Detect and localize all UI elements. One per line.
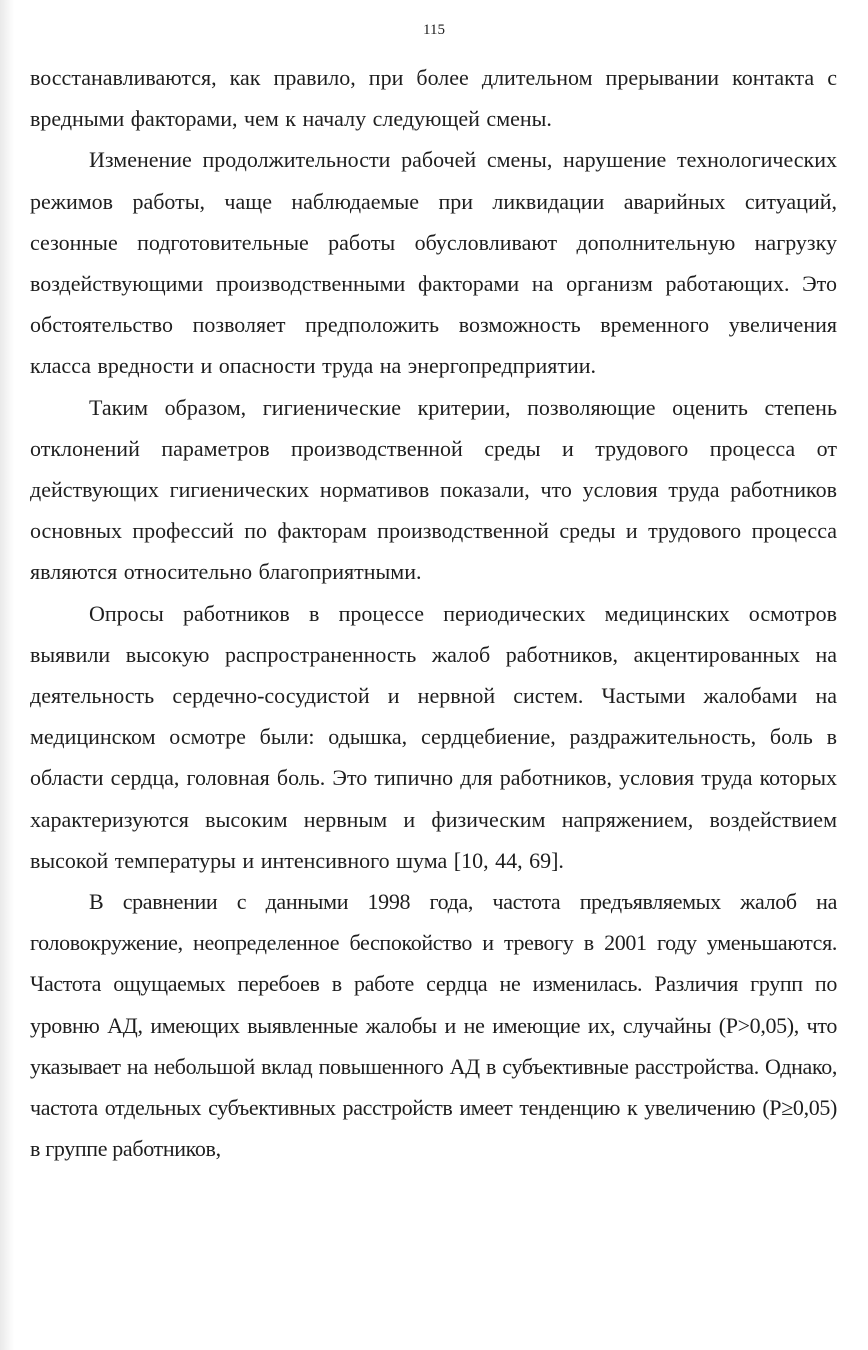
paragraph-comparison-1998: В сравнении с данными 1998 года, частота предъявляемых жалоб на головокружение, неопределенное беспокойство и тревогу в 2001 году уменьшаются. Частота ощущаемых перебоев в работе сердца не изменилась. Различия групп по уровню АД, имеющих выявленные жалобы и не имеющие их, случайны (Р>0,05), что указывает на небольшой вклад повышенного АД в субъективные расстройства. Однако, частота отдельных субъективных расстройств имеет тенденцию к увеличению (Р≥0,05) в группе работников, (30, 889, 837, 1162)
paragraph-work-shift: Изменение продолжительности рабочей смены, нарушение технологических режимов работы, чаще наблюдаемые при ликвидации аварийных ситуаций, сезонные подготовительные работы обусловливают дополнительную нагрузку воздействующими производственными факторами на организм работающих. Это обстоятельство позволяет предположить возможность временного увеличения класса вредности и опасности труда на энергопредприятии. (30, 147, 837, 379)
paragraph-continuation: восстанавливаются, как правило, при более длительном прерывании контакта с вредными факторами, чем к началу следующей смены. (30, 65, 837, 132)
paragraph-medical-surveys: Опросы работников в процессе периодических медицинских осмотров выявили высокую распространенность жалоб работников, акцентированных на деятельность сердечно-сосудистой и нервной систем. Частыми жалобами на медицинском осмотре были: одышка, сердцебиение, раздражительность, боль в области сердца, головная боль. Это типично для работников, условия труда которых характеризуются высоким нервным и физическим напряжением, воздействием высокой температуры и интенсивного шума [10, 44, 69]. (30, 600, 837, 873)
scan-page-edge (0, 0, 14, 1350)
paragraph-hygienic-criteria: Таким образом, гигиенические критерии, позволяющие оценить степень отклонений параметров производственной среды и трудового процесса от действующих гигиенических нормативов показали, что условия труда работников основных профессий по факторам производственной среды и трудового процесса являются относительно благоприятными. (30, 394, 837, 585)
text-body (30, 57, 837, 1169)
page-number: 115 (423, 22, 445, 38)
